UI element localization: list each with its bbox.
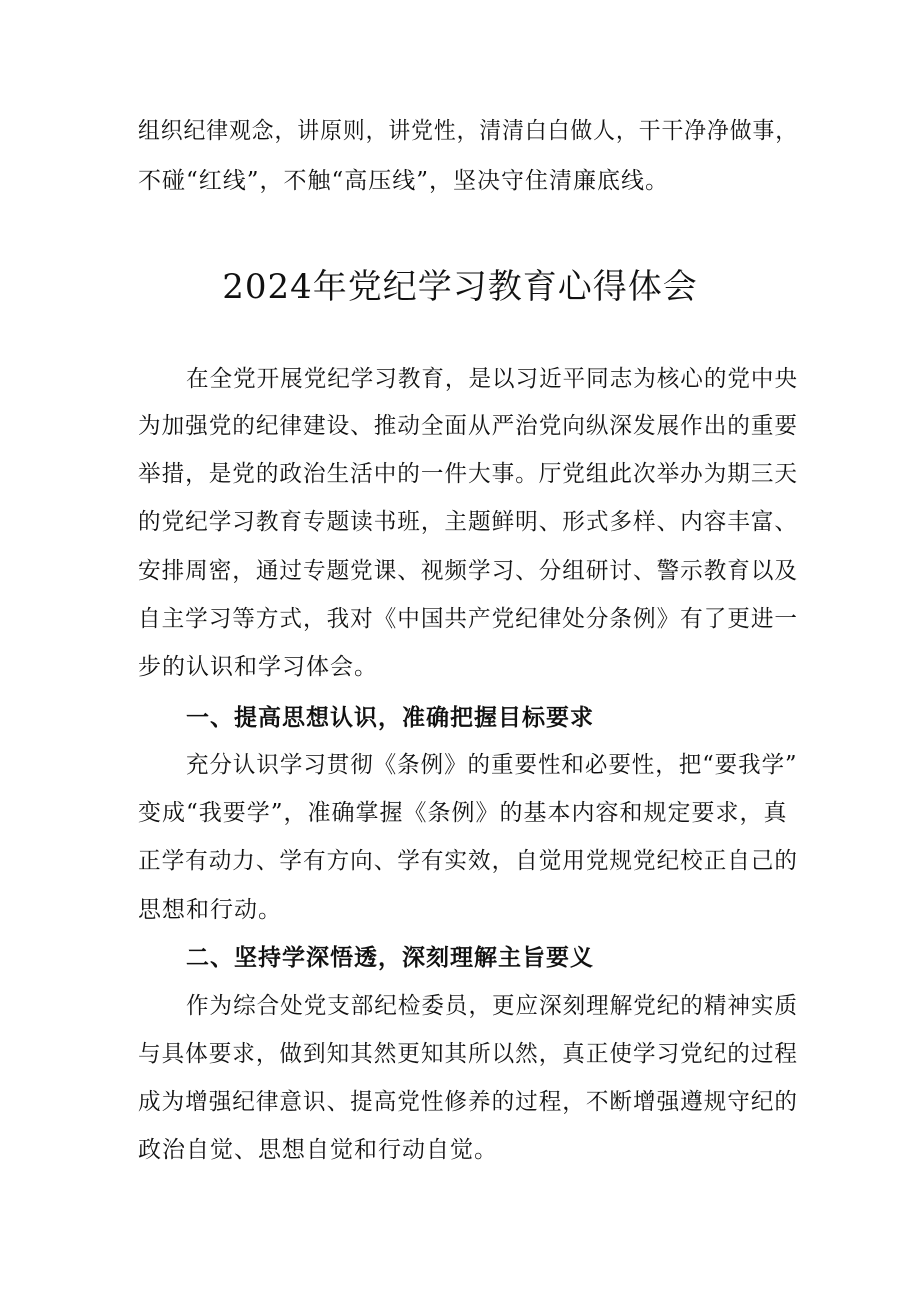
section1-line-1: 充分认识学习贯彻《条例》的重要性和必要性，把“要我学” bbox=[186, 752, 798, 778]
intro-line-2: 不碰“红线”，不触“高压线”，坚决守住清廉底线。 bbox=[138, 168, 670, 194]
section2-heading: 二、坚持学深悟透，深刻理解主旨要义 bbox=[186, 944, 594, 971]
section2-line-1: 作为综合处党支部纪检委员，更应深刻理解党纪的精神实质 bbox=[186, 993, 798, 1019]
page-title: 2024年党纪学习教育心得体会 bbox=[222, 267, 698, 307]
section1-heading: 一、提高思想认识，准确把握目标要求 bbox=[186, 704, 594, 731]
paragraph1-line-5: 安排周密，通过专题党课、视频学习、分组研讨、警示教育以及 bbox=[138, 558, 798, 584]
intro-line-1: 组织纪律观念，讲原则，讲党性，清清白白做人，干干净净做事， bbox=[138, 118, 798, 144]
paragraph1-line-2: 为加强党的纪律建设、推动全面从严治党向纵深发展作出的重要 bbox=[138, 413, 798, 439]
paragraph1-line-7: 步的认识和学习体会。 bbox=[138, 654, 378, 680]
section1-line-3: 正学有动力、学有方向、学有实效，自觉用党规党纪校正自己的 bbox=[138, 848, 798, 874]
paragraph1-line-6: 自主学习等方式，我对《中国共产党纪律处分条例》有了更进一 bbox=[138, 606, 798, 632]
paragraph1-line-1: 在全党开展党纪学习教育，是以习近平同志为核心的党中央 bbox=[186, 366, 798, 392]
paragraph1-line-3: 举措，是党的政治生活中的一件大事。厅党组此次举办为期三天 bbox=[138, 461, 798, 487]
section2-line-2: 与具体要求，做到知其然更知其所以然，真正使学习党纪的过程 bbox=[138, 1041, 798, 1067]
paragraph1-line-4: 的党纪学习教育专题读书班，主题鲜明、形式多样、内容丰富、 bbox=[138, 509, 798, 535]
section1-line-4: 思想和行动。 bbox=[138, 897, 282, 923]
section2-line-3: 成为增强纪律意识、提高党性修养的过程，不断增强遵规守纪的 bbox=[138, 1089, 798, 1115]
section1-line-2: 变成“我要学”，准确掌握《条例》的基本内容和规定要求，真 bbox=[138, 800, 788, 826]
section2-line-4: 政治自觉、思想自觉和行动自觉。 bbox=[138, 1137, 498, 1163]
